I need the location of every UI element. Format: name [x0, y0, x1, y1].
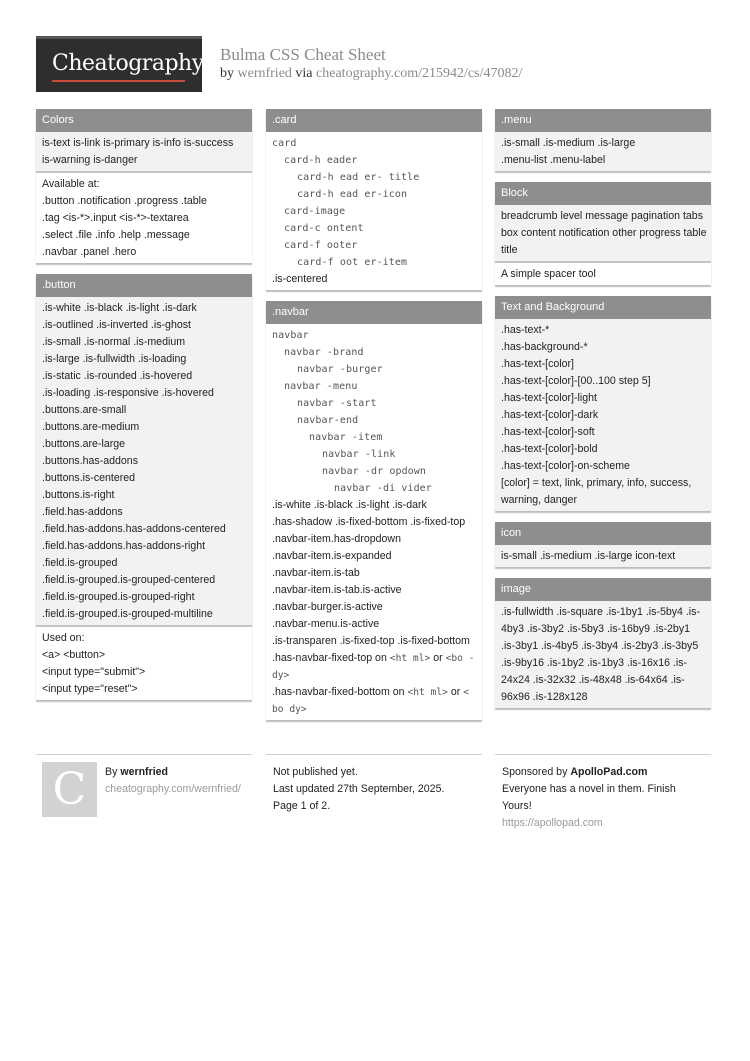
section-title: .button: [36, 274, 252, 297]
colors-available-row: Available at: .button .notification .progress .table .tag <is-*>.input <is-*>-textarea .select .file .info .help .message .navbar .panel .hero: [36, 173, 252, 263]
logo-underline: [52, 80, 185, 82]
by-label: by: [220, 66, 234, 81]
section-title: .card: [266, 109, 482, 132]
text-background-row: .has-text-* .has-background-* .has-text-[color] .has-text-[color]-[00..100 step 5] .has-text-[color]-light .has-text-[color]-dark .has-text-[color]-soft .has-text-[color]-bold .has-text-[color]-on-scheme [color] = text, link, primary, info, success, warning, danger: [495, 319, 711, 511]
image-classes-row: .is-fullwidth .is-square .is-1by1 .is-5by4 .is- 4by3 .is-3by2 .is-5by3 .is-16by9 .is-2by1 .is-3by1 .is-4by5 .is-3by4 .is-2by3 .is-3by5 .is-9by16 .is-1by2 .is-1by3 .is-16x16 .is- 24x24 .is-32x32 .is-48x48 .is-64x64 .is- 96x96 .is-128x128: [495, 601, 711, 708]
page-subtitle: [220, 66, 522, 82]
section-title: icon: [495, 522, 711, 545]
menu-section: [495, 109, 711, 171]
published-status: Not published yet.: [273, 766, 358, 778]
footer-sponsor: Sponsored by ApolloPad.com Everyone has a novel in them. Finish Yours! https://apollopad.com: [495, 754, 711, 824]
menu-classes-row: .is-small .is-medium .is-large .menu-list .menu-label: [495, 132, 711, 171]
section-title: image: [495, 578, 711, 601]
footer-meta: [266, 754, 482, 824]
fixed-top-line: .has-navbar-fixed-top on <ht ml> or <bo -: [272, 652, 475, 664]
button-used-on-row: Used on: <a> <button> <input type="submit"> <input type="reset">: [36, 627, 252, 700]
author-link[interactable]: wernfried: [237, 66, 292, 81]
button-classes-row: .is-white .is-black .is-light .is-dark .is-outlined .is-inverted .is-ghost .is-small .is-normal .is-medium .is-large .is-fullwidth .is-loading .is-static .is-rounded .is-hovered .is-loading .is-responsive .is-hovered .buttons.are-small .buttons.are-medium .buttons.are-large .buttons.has-addons .buttons.is-centered .buttons.is-right .field.has-addons .field.has-addons.has-addons-centered .field.has-addons.has-addons-right .field.is-grouped .field.is-grouped.is-grouped-centered .field.is-grouped.is-grouped-right .field.is-grouped.is-grouped-multiline: [36, 297, 252, 627]
navbar-structure-row: navbar navbar -brand navbar -burger navbar -menu navbar -start navbar-end navbar -item navbar -link navbar -dr opdown navbar -di vider .is-white .is-black .is-light .is-dark .has-shadow .is-fixed-bottom .is-fixed-top .navbar-item.has-dropdown .navbar-item.is-expanded .navbar-item.is-tab .navbar-item.is-tab.is-active .navbar-burger.is-active .navbar-menu.is-active .is-transparen .is-fixed-top .is-fixed-bottom .has-navbar-fixed-top on <ht ml> or <bo - dy> .has-navbar-fixed-bottom on <ht ml> or < bo dy>: [266, 324, 482, 720]
via-label: via: [295, 66, 313, 81]
page-title: Bulma CSS Cheat Sheet: [220, 45, 386, 64]
icon-classes-row: is-small .is-medium .is-large icon-text: [495, 545, 711, 567]
block-section: [495, 182, 711, 285]
colors-classes-row: is-text is-link is-primary is-info is-success is-warning is-danger: [36, 132, 252, 173]
column-3: [495, 109, 711, 719]
section-title: Colors: [36, 109, 252, 132]
logo-text: Cheatography: [52, 51, 204, 76]
navbar-section: [266, 301, 482, 720]
column-1: [36, 109, 252, 711]
fixed-bottom-line: .has-navbar-fixed-bottom on <ht ml> or <: [272, 686, 469, 698]
avatar: C: [42, 762, 97, 817]
section-title: .menu: [495, 109, 711, 132]
last-updated: Last updated 27th September, 2025.: [273, 783, 445, 795]
sheet-url-link[interactable]: cheatography.com/215942/cs/47082/: [316, 66, 523, 81]
block-classes-row: breadcrumb level message pagination tabs box content notification other progress table title: [495, 205, 711, 263]
image-section: [495, 578, 711, 708]
sponsor-url[interactable]: https://apollopad.com: [502, 817, 603, 829]
page-number: Page 1 of 2.: [273, 800, 331, 812]
footer-author-url[interactable]: cheatography.com/wernfried/: [105, 783, 241, 795]
column-2: [266, 109, 482, 731]
card-section: [266, 109, 482, 290]
section-title: Block: [495, 182, 711, 205]
section-title: .navbar: [266, 301, 482, 324]
sponsor-link[interactable]: ApolloPad.com: [570, 766, 648, 778]
site-logo[interactable]: [36, 36, 202, 92]
button-section: [36, 274, 252, 700]
block-spacer-row: A simple spacer tool: [495, 263, 711, 285]
text-background-section: [495, 296, 711, 511]
footer-author-link[interactable]: wernfried: [120, 766, 169, 778]
footer-author: C By wernfried cheatography.com/wernfried/: [36, 754, 252, 824]
card-structure-row: card card-h eader card-h ead er- title card-h ead er-icon card-image card-c ontent card-f ooter card-f oot er-item .is-centered: [266, 132, 482, 290]
section-title: Text and Background: [495, 296, 711, 319]
icon-section: [495, 522, 711, 567]
colors-section: [36, 109, 252, 263]
